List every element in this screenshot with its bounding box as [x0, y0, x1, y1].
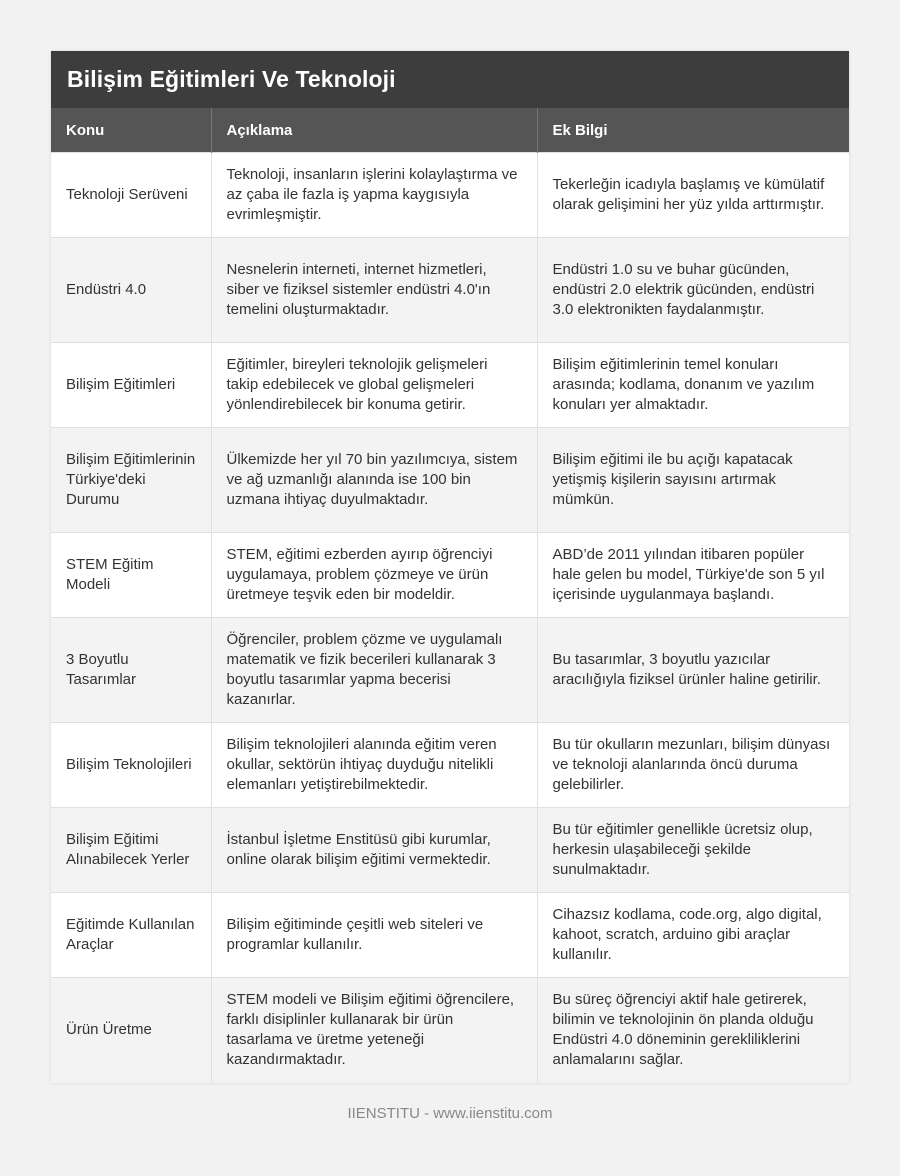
cell-aciklama: STEM modeli ve Bilişim eğitimi öğrencilere, farklı disiplinler kullanarak bir ürün tasarlama ve üretme yeteneği kazandırmaktadır.: [211, 978, 537, 1083]
table-title-bar: [51, 51, 849, 108]
cell-konu: Endüstri 4.0: [51, 238, 211, 343]
table-row: [51, 428, 849, 533]
cell-konu: Teknoloji Serüveni: [51, 153, 211, 238]
cell-aciklama: Bilişim eğitiminde çeşitli web siteleri ve programlar kullanılır.: [211, 893, 537, 978]
table-row: [51, 893, 849, 978]
table-row: [51, 723, 849, 808]
cell-ek-bilgi: Bu tasarımlar, 3 boyutlu yazıcılar aracılığıyla fiziksel ürünler haline getirilir.: [537, 618, 849, 723]
cell-aciklama: STEM, eğitimi ezberden ayırıp öğrenciyi uygulamaya, problem çözmeye ve ürün üretmeye teşvik eden bir modeldir.: [211, 533, 537, 618]
table-title: Bilişim Eğitimleri Ve Teknoloji: [67, 66, 396, 92]
cell-aciklama: Ülkemizde her yıl 70 bin yazılımcıya, sistem ve ağ uzmanlığı alanında ise 100 bin uzmana ihtiyaç duyulmaktadır.: [211, 428, 537, 533]
cell-konu: Bilişim Eğitimi Alınabilecek Yerler: [51, 808, 211, 893]
column-header-aciklama: Açıklama: [211, 108, 537, 153]
table-row: [51, 808, 849, 893]
cell-konu: Bilişim Eğitimlerinin Türkiye'deki Durumu: [51, 428, 211, 533]
cell-aciklama: İstanbul İşletme Enstitüsü gibi kurumlar, online olarak bilişim eğitimi vermektedir.: [211, 808, 537, 893]
cell-aciklama: Bilişim teknolojileri alanında eğitim veren okullar, sektörün ihtiyaç duyduğu nitelikli elemanları yetiştirebilmektedir.: [211, 723, 537, 808]
table-row: [51, 153, 849, 238]
cell-konu: Eğitimde Kullanılan Araçlar: [51, 893, 211, 978]
cell-ek-bilgi: ABD’de 2011 yılından itibaren popüler hale gelen bu model, Türkiye'de son 5 yıl içerisinde uygulanmaya başlandı.: [537, 533, 849, 618]
cell-ek-bilgi: Cihazsız kodlama, code.org, algo digital, kahoot, scratch, arduino gibi araçlar kullanılır.: [537, 893, 849, 978]
info-table-card: [51, 51, 849, 1083]
cell-ek-bilgi: Bu süreç öğrenciyi aktif hale getirerek, bilimin ve teknolojinin ön planda olduğu Endüstri 4.0 döneminin gerekliliklerini anlamalarını sağlar.: [537, 978, 849, 1083]
cell-aciklama: Teknoloji, insanların işlerini kolaylaştırma ve az çaba ile fazla iş yapma kaygısıyla evrimleşmiştir.: [211, 153, 537, 238]
table-row: [51, 978, 849, 1083]
info-table: [51, 108, 849, 1083]
cell-konu: Bilişim Eğitimleri: [51, 343, 211, 428]
cell-aciklama: Eğitimler, bireyleri teknolojik gelişmeleri takip edebilecek ve global gelişmeleri yönlendirebilecek bir konuma getirir.: [211, 343, 537, 428]
cell-konu: 3 Boyutlu Tasarımlar: [51, 618, 211, 723]
table-header-row: [51, 108, 849, 153]
table-row: [51, 618, 849, 723]
column-header-konu: Konu: [51, 108, 211, 153]
cell-ek-bilgi: Tekerleğin icadıyla başlamış ve kümülatif olarak gelişimini her yüz yılda arttırmıştır.: [537, 153, 849, 238]
table-row: [51, 343, 849, 428]
cell-aciklama: Nesnelerin interneti, internet hizmetleri, siber ve fiziksel sistemler endüstri 4.0'ın temelini oluşturmaktadır.: [211, 238, 537, 343]
footer-credit: IIENSTITU - www.iienstitu.com: [347, 1105, 553, 1122]
cell-konu: STEM Eğitim Modeli: [51, 533, 211, 618]
table-row: [51, 533, 849, 618]
column-header-ek-bilgi: Ek Bilgi: [537, 108, 849, 153]
cell-ek-bilgi: Endüstri 1.0 su ve buhar gücünden, endüstri 2.0 elektrik gücünden, endüstri 3.0 elektronikten faydalanmıştır.: [537, 238, 849, 343]
cell-ek-bilgi: Bu tür okulların mezunları, bilişim dünyası ve teknoloji alanlarında öncü duruma gelebilirler.: [537, 723, 849, 808]
cell-ek-bilgi: Bilişim eğitimlerinin temel konuları arasında; kodlama, donanım ve yazılım konuları yer almaktadır.: [537, 343, 849, 428]
cell-ek-bilgi: Bu tür eğitimler genellikle ücretsiz olup, herkesin ulaşabileceği şekilde sunulmaktadır.: [537, 808, 849, 893]
cell-konu: Bilişim Teknolojileri: [51, 723, 211, 808]
table-row: [51, 238, 849, 343]
cell-konu: Ürün Üretme: [51, 978, 211, 1083]
cell-ek-bilgi: Bilişim eğitimi ile bu açığı kapatacak yetişmiş kişilerin sayısını artırmak mümkün.: [537, 428, 849, 533]
cell-aciklama: Öğrenciler, problem çözme ve uygulamalı matematik ve fizik becerileri kullanarak 3 boyutlu tasarımlar yapma becerisi kazanırlar.: [211, 618, 537, 723]
